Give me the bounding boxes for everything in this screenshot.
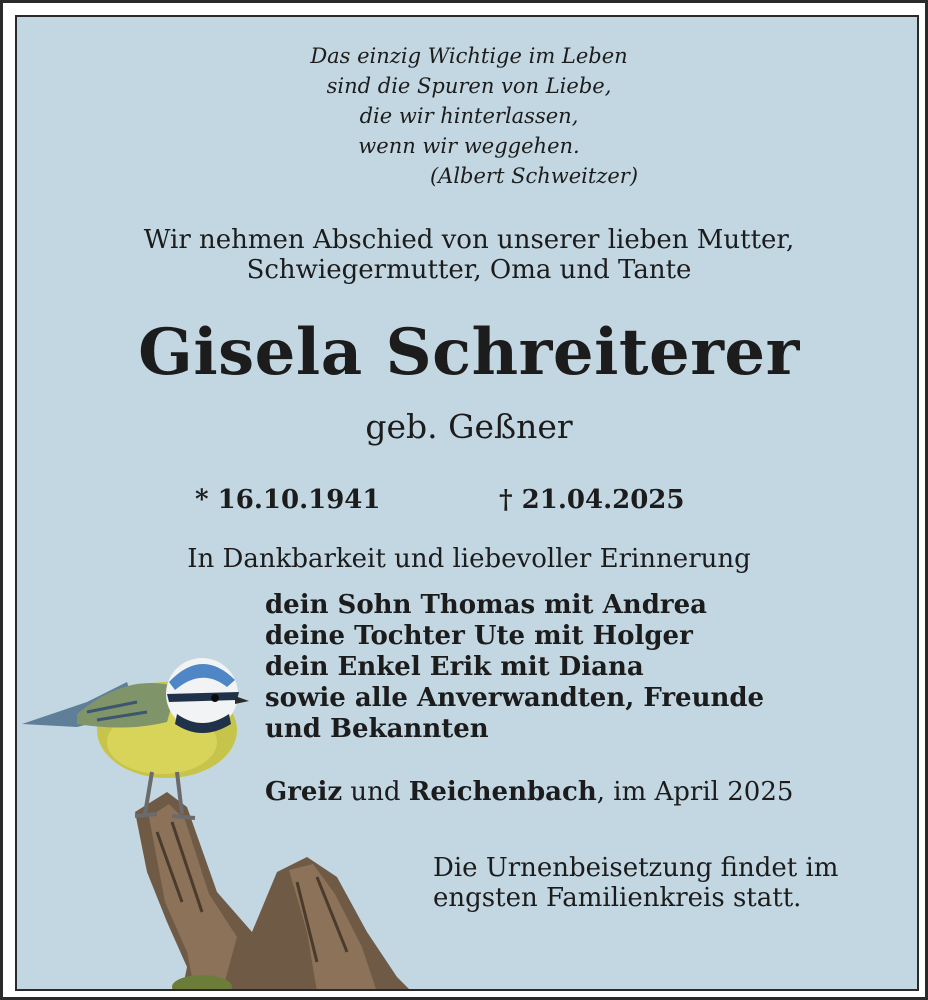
intro-line: Wir nehmen Abschied von unserer lieben Mutter, <box>143 225 795 255</box>
mourner-line: dein Enkel Erik mit Diana <box>265 652 644 682</box>
deceased-name: Gisela Schreiterer <box>138 315 800 390</box>
burial-notice <box>433 853 838 913</box>
blue-tit-bird-icon <box>17 632 447 991</box>
place-and: und <box>350 777 401 807</box>
quote-block <box>17 41 919 191</box>
mourner-line: sowie alle Anverwandten, Freunde <box>265 683 765 713</box>
quote-line: sind die Spuren von Liebe, <box>326 74 612 98</box>
mourner-line: dein Sohn Thomas mit Andrea <box>265 590 707 620</box>
quote-line: Das einzig Wichtige im Leben <box>310 44 628 68</box>
mourner-line: und Bekannten <box>265 714 489 744</box>
death-date: † 21.04.2025 <box>499 485 685 515</box>
place-city-greiz: Greiz <box>265 777 343 807</box>
mourner-line: deine Tochter Ute mit Holger <box>265 621 693 651</box>
place-city-reichenbach: Reichenbach <box>408 777 597 807</box>
maiden-name: geb. Geßner <box>365 407 573 446</box>
gratitude-line: In Dankbarkeit und liebevoller Erinnerung <box>187 544 751 574</box>
place-date: , im April 2025 <box>596 777 794 807</box>
obituary-panel <box>15 15 919 991</box>
quote-line: die wir hinterlassen, <box>359 104 579 128</box>
burial-line: Die Urnenbeisetzung findet im <box>433 853 839 883</box>
tree-stump <box>135 792 412 991</box>
burial-line: engsten Familienkreis statt. <box>433 883 802 913</box>
bird <box>22 658 249 818</box>
intro-text <box>17 225 919 285</box>
birth-date: * 16.10.1941 <box>195 485 381 515</box>
quote-line: wenn wir weggehen. <box>358 134 580 158</box>
quote-author: (Albert Schweitzer) <box>429 164 639 188</box>
intro-line: Schwiegermutter, Oma und Tante <box>246 255 692 285</box>
